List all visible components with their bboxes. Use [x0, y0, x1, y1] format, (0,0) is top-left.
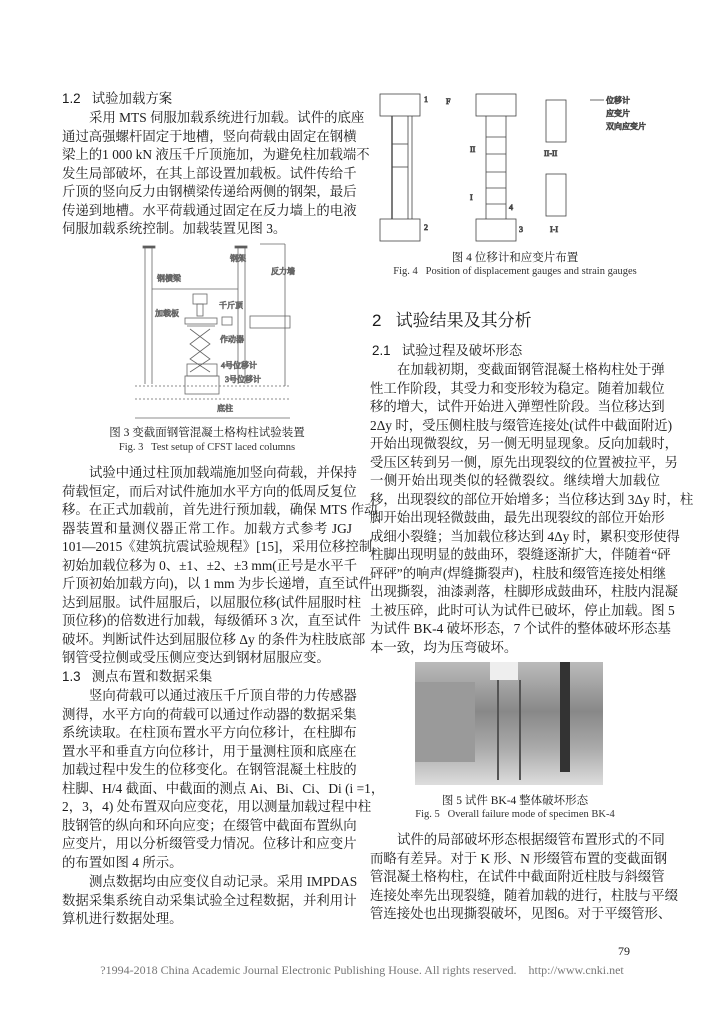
text-line: 连接处率先出现裂缝，随着加载的进行，柱肢与平缀 [370, 887, 678, 903]
text-line: 荷载恒定，而后对试件施加水平方向的低周反复位 [62, 483, 357, 499]
text-line: 梁上的1 000 kN 液压千斤顶施加，为避免柱加载端不 [62, 147, 370, 162]
text-line: 在加载初期，变截面钢管混凝土格构柱处于弹 [397, 362, 665, 377]
text-line: 101—2015《建筑抗震试验规程》[15]，采用位移控制。 [62, 539, 386, 554]
text-line: 2，3，4) 处布置双向应变花，用以测量加载过程中柱 [62, 799, 372, 814]
fig3-label: 千斤顶 [219, 301, 243, 310]
text-line: 管混凝土格构柱，在试件中截面附近柱肢与斜缀管 [370, 869, 665, 884]
text-line: 测点数据均由应变仪自动记录。采用 IMPDAS [89, 874, 358, 889]
text-line: 2Δy 时，受压侧柱肢与缀管连接处(试件中截面附近) [370, 417, 673, 433]
fig3-label: 反力墙 [271, 267, 295, 276]
text-line: 算机进行数据处理。 [62, 911, 183, 926]
figure-3-caption-cn: 图 3 变截面钢管混凝土格构柱试验装置 [109, 427, 305, 439]
fig3-label: 4号位移计 [221, 361, 257, 370]
text-line: 而略有差异。对于 K 形、N 形缀管布置的变截面钢 [370, 850, 668, 866]
fig4-legend: 双向应变片 [606, 122, 646, 131]
text-line: 发生局部破坏，在其上部设置加载板。试件传给千 [62, 165, 357, 181]
fig3-label: 作动器 [220, 335, 244, 344]
fig4-legend: 应变片 [606, 109, 630, 118]
text-line: 砰砰”的响声(焊缝撕裂声)，柱肢和缀管连接处相继 [370, 565, 667, 581]
fig4-label: II [470, 145, 476, 154]
text-line: 数据采集系统自动采集试验全过程数据，并利用计 [62, 892, 357, 908]
fig4-label: 3 [519, 225, 523, 234]
paragraph-data-acquisition [62, 873, 358, 929]
text-line: 成细小裂缝；当加载位移达到 4Δy 时，累积变形使得 [370, 528, 680, 544]
figure-4-caption-cn: 图 4 位移计和应变片布置 [451, 252, 579, 264]
text-line: 加载过程中发生的位移变化。在钢管混凝土柱肢的 [62, 762, 357, 777]
text-line: 移的增大，试件开始进入弹塑性阶段。当位移达到 [370, 399, 665, 414]
section-2-heading: 2 试验结果及其分析 [372, 311, 532, 330]
text-line: 伺服加载系统控制。加载装置见图 3。 [62, 221, 287, 236]
text-line: 达到屈服。试件屈服后，以屈服位移(试件屈服时柱 [62, 594, 362, 610]
figure-3-caption-en: Fig. 3 Test setup of CFST laced columns [118, 442, 296, 453]
paragraph-test-process [370, 361, 694, 657]
text-line: 钢管受拉侧或受压侧应变达到钢材屈服应变。 [62, 650, 330, 665]
text-line: 的布置如图 4 所示。 [62, 854, 183, 870]
text-line: 为试件 BK-4 破坏形态，7 个试件的整体破坏形态基 [370, 621, 671, 636]
text-line: 系统读取。在柱顶布置水平方向位移计，在柱脚布 [62, 725, 357, 740]
paragraph-loading-scheme [62, 109, 370, 239]
text-line: 肢钢管的纵向和环向应变；在缀管中截面布置纵向 [62, 817, 357, 833]
text-line: 顶位移)的倍数进行加载，每级循环 3 次，直至试件 [62, 613, 362, 628]
paragraph-measurement-layout [62, 687, 385, 872]
fig3-label: 钢横梁 [157, 274, 181, 283]
text-line: 初始加载位移为 0、±1、±2、±3 mm(正号是水平千 [62, 557, 358, 573]
fig3-label: 加载板 [155, 309, 179, 318]
text-line: 土被压碎，此时可认为试件已破坏，停止加载。图 5 [370, 602, 675, 618]
figure-5-photo [415, 662, 603, 785]
fig3-label: 3号位移计 [225, 375, 261, 384]
text-line: 出现撕裂，油漆剥落，柱脚形成鼓曲环，柱肢内混凝 [370, 584, 678, 599]
text-line: 柱脚、H/4 截面、中截面的测点 Ai、Bi、Ci、Di (i =1， [62, 780, 385, 796]
text-line: 测得，水平方向的荷载可以通过作动器的数据采集 [62, 706, 357, 722]
fig4-label: 4 [509, 203, 513, 212]
text-line: 斤顶初始加载方向)，以 1 mm 为步长递增，直至试件 [62, 576, 372, 591]
text-line: 试验中通过柱顶加载端施加竖向荷载，并保持 [89, 465, 357, 480]
text-line: 开始出现微裂纹，另一侧无明显现象。反向加载时， [370, 436, 678, 451]
figure-4-caption-en: Fig. 4 Position of displacement gauges and strain gauges [393, 266, 637, 277]
text-line: 柱脚出现明显的鼓曲环，裂缝逐渐扩大，伴随着“砰 [370, 547, 671, 562]
figure-3-test-setup [135, 244, 295, 419]
text-line: 受压区转到另一侧，原先出现裂纹的位置被拉平，另 [370, 454, 678, 470]
text-line: 竖向荷载可以通过液压千斤顶自带的力传感器 [89, 688, 357, 703]
figure-4-gauge-layout [378, 92, 660, 242]
text-line: 管连接处也出现撕裂破坏，见图6。对于平缀管形、 [370, 906, 672, 921]
figure-5-caption-en: Fig. 5 Overall failure mode of specimen BK-4 [415, 809, 615, 820]
text-line: 通过高强螺杆固定于地槽，竖向荷载由固定在钢横 [62, 128, 357, 144]
text-line: 性工作阶段，其受力和变形较为稳定。随着加载位 [370, 380, 665, 396]
text-line: 脚开始出现轻微鼓曲，最先出现裂纹的部位开始形 [370, 510, 665, 525]
text-line: 斤顶的竖向反力由钢横梁传递给两侧的钢架，最后 [62, 184, 357, 199]
fig4-legend: 位移计 [606, 96, 630, 105]
fig4-label: I [470, 193, 473, 202]
fig4-label: II-II [544, 149, 558, 158]
paragraph-loading-procedure [62, 464, 386, 668]
copyright-footer: ?1994-2018 China Academic Journal Electronic Publishing House. All rights reserved. http://www.cnki.net [100, 963, 624, 977]
text-line: 器装置和量测仪器正常工作。加载方式参考 JGJ [62, 520, 352, 536]
section-1-3-heading: 1.3 测点布置和数据采集 [62, 669, 213, 684]
fig3-label: 底柱 [217, 404, 233, 413]
text-line: 传递到地槽。水平荷载通过固定在反力墙上的电液 [62, 202, 357, 218]
fig3-label: 钢架 [230, 254, 246, 263]
text-line: 采用 MTS 伺服加载系统进行加载。试件的底座 [89, 110, 365, 125]
paragraph-local-failure [370, 831, 678, 924]
page-number: 79 [618, 944, 630, 958]
text-line: 本一致，均为压弯破坏。 [370, 639, 518, 655]
text-line: 移，出现裂纹的部位开始增多；当位移达到 3Δy 时，柱 [370, 491, 694, 507]
fig4-label: I-I [550, 225, 558, 234]
figure-5-caption-cn: 图 5 试件 BK-4 整体破坏形态 [441, 795, 589, 807]
text-line: 试件的局部破坏形态根据缀管布置形式的不同 [397, 832, 665, 847]
section-1-2-heading: 1.2 试验加载方案 [62, 91, 173, 106]
fig4-label: 1 [424, 95, 428, 104]
text-line: 应变片，用以分析缀管受力情况。位移计和应变片 [62, 836, 357, 851]
fig4-label: 2 [424, 223, 428, 232]
text-line: 移。在正式加载前，首先进行预加载，确保 MTS 作动 [62, 502, 378, 517]
text-line: 破坏。判断试件达到屈服位移 Δy 的条件为柱肢底部 [62, 631, 366, 647]
text-line: 一侧开始出现类似的轻微裂纹。继续增大加载位 [370, 473, 660, 488]
section-2-1-heading: 2.1 试验过程及破坏形态 [372, 343, 523, 358]
text-line: 置水平和垂直方向位移计，用于量测柱顶和底座在 [62, 743, 357, 759]
fig4-label: F [446, 97, 451, 106]
